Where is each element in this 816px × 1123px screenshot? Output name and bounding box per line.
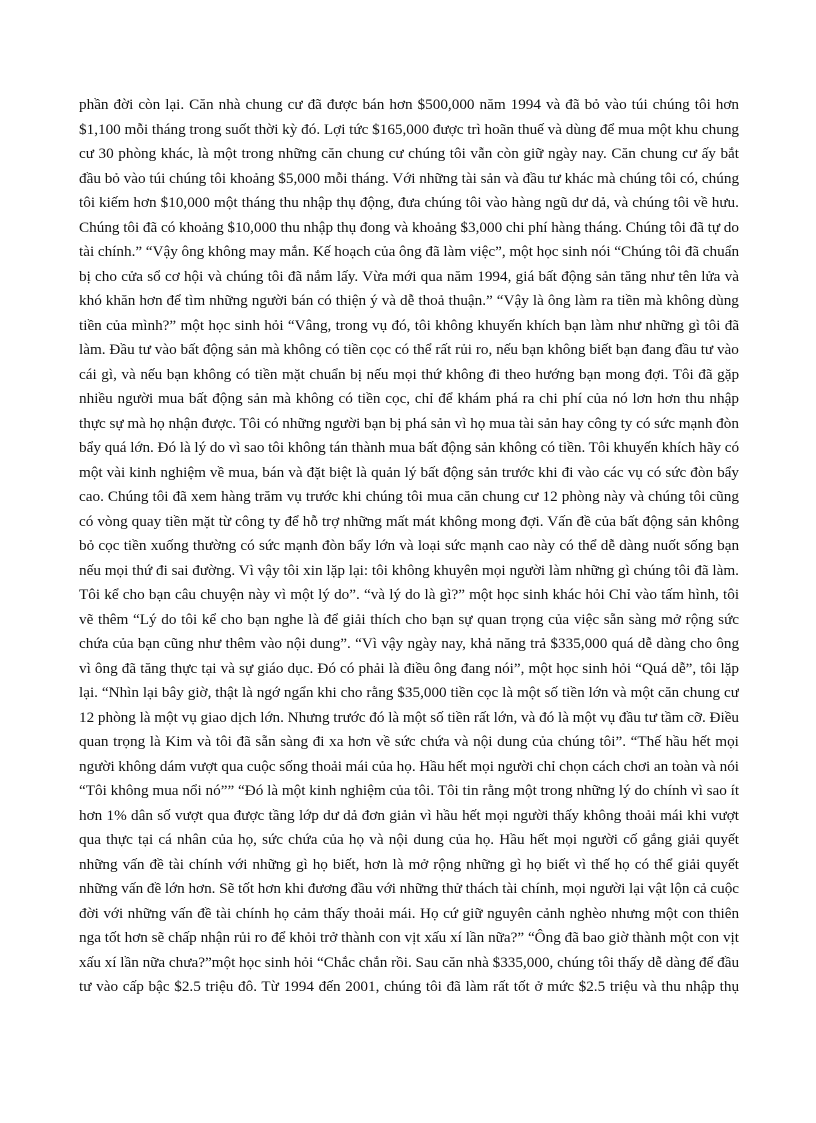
text-line: một vài kinh nghiệm về mua, bán và đặt biệt là quản lý bất động sản trước khi đi vào các vụ có sức đòn bẩy	[79, 463, 739, 481]
text-line: hơn 1% dân số vượt qua được tầng lớp dư dả đơn giản vì hầu hết mọi người thấy không thoải mái khi vượt	[79, 806, 739, 824]
text-line: qua thực tại cá nhân của họ, sức chứa của họ và nội dung của họ. Hầu hết mọi người cố gắng giải quyết	[79, 831, 739, 848]
text-line: thực sự mà họ nhận được. Tôi có những người bạn bị phá sản vì họ mua tài sản hay công ty có sức mạnh đòn	[79, 414, 739, 432]
text-line: cái gì, và nếu bạn không có tiền mặt chuẩn bị nếu mọi thứ không đi theo hướng bạn mong đợi. Tôi đã gặp	[79, 365, 739, 383]
text-line: làm. Đầu tư vào bất động sản mà không có tiền cọc có thể rất rủi ro, nếu bạn không biết bạn đang đầu tư vào	[79, 341, 739, 358]
text-line: tư vào cấp bậc $2.5 triệu đô. Từ 1994 đến 2001, chúng tôi đã làm rất tốt ở mức $2.5 triệu và thu nhập thụ	[79, 978, 739, 995]
text-line: Chúng tôi đã có khoảng $10,000 thu nhập thụ đong và khoảng $3,000 chi phí hàng tháng. Chúng tôi đã tự do	[79, 218, 739, 236]
text-line: $1,100 mỗi tháng trong suốt thời kỳ đó. Lợi tức $165,000 được trì hoãn thuế và dùng để mua một khu chung	[79, 120, 739, 138]
text-line: những vấn đề tài chính với những gì họ biết, hơn là mở rộng những gì họ biết vì thế họ có thể giải quyết	[79, 855, 739, 873]
text-line: khó khăn hơn để tìm những người bán có thiện ý và dễ thoả thuận.” “Vậy là ông làm ra tiền mà không dùng	[79, 292, 739, 309]
body-text	[79, 93, 739, 1000]
text-line: đầu bỏ vào túi chúng tôi khoảng $5,000 mỗi tháng. Với những tài sản và đầu tư khác mà chúng tôi có, chúng	[79, 169, 739, 187]
text-line: 12 phòng là một vụ giao dịch lớn. Nhưng trước đó là một số tiền rất lớn, và đó là một vụ đầu tư tầm cỡ. Điều	[79, 708, 739, 726]
text-line: tài chính.” “Vậy ông không may mắn. Kế hoạch của ông đã làm việc”, một học sinh nói “Chúng tôi đã chuẩn	[79, 243, 739, 260]
text-line: “Tôi không mua nổi nó”” “Đó là một kinh nghiệm của tôi. Tôi tin rằng một trong những lý do chính vì sao ít	[79, 782, 739, 799]
text-line: nếu mọi thứ đi sai đường. Vì vậy tôi xin lặp lại: tôi không khuyên mọi người làm những gì chúng tôi đã làm.	[79, 561, 739, 579]
text-line: cư 30 phòng khác, là một trong những căn chung cư chúng tôi vẫn còn giữ ngày nay. Căn chung cư ấy bắt	[79, 145, 739, 162]
text-line: quan trọng là Kim và tôi đã sẵn sàng đi xa hơn về sức chứa và nội dung của chúng tôi”. “Thế hầu hết mọi	[79, 733, 739, 750]
text-line: lại. “Nhìn lại bây giờ, thật là ngớ ngẩn khi cho rằng $35,000 tiền cọc là một số tiền lớn và một căn chung cư	[79, 684, 739, 701]
text-line: bị cho cửa sổ cơ hội và chúng tôi đã nắm lấy. Vừa mới qua năm 1994, giá bất động sản tăng như tên lửa và	[79, 267, 739, 285]
text-line: cao. Chúng tôi đã xem hàng trăm vụ trước khi chúng tôi mua căn chung cư 12 phòng này và chúng tôi cũng	[79, 488, 739, 505]
text-line: người không dám vượt qua cuộc sống thoải mái của họ. Hầu hết mọi người chỉ chọn cách chơi an toàn và nói	[79, 757, 739, 775]
text-line: nhiều người mua bất động sản mà không có tiền cọc, chỉ để khám phá ra chi phí của nó lơn hơn thu nhập	[79, 390, 739, 407]
text-line: vẽ thêm “Lý do tôi kể cho bạn nghe là để giải thích cho bạn sự quan trọng của việc sẵn sàng mở rộng sức	[79, 610, 739, 628]
text-line: vì ông đã tăng thực tại và sự giáo dục. Đó có phải là điều ông đang nói”, một học sinh hỏi “Quá dễ”, tôi lặp	[79, 659, 739, 677]
text-line: có vòng quay tiền mặt từ công ty để hỗ trợ những mất mát không mong đợi. Vấn đề của bất động sản không	[79, 512, 739, 530]
text-line: chứa của bạn cũng như thêm vào nội dung”. “Vì vậy ngày nay, khả năng trả $335,000 quá dễ dàng cho ông	[79, 635, 739, 652]
text-line: tiền của mình?” một học sinh hỏi “Vâng, trong vụ đó, tôi không khuyến khích bạn làm như những gì tôi đã	[79, 316, 739, 334]
text-line: những vấn đề lớn hơn. Sẽ tốt hơn khi đương đầu với những thử thách tài chính, mọi người lại vật lộn cả cuộc	[79, 880, 739, 897]
text-line: phần đời còn lại. Căn nhà chung cư đã được bán hơn $500,000 năm 1994 và đã bỏ vào túi chúng tôi hơn	[79, 96, 739, 113]
text-line: đời với những vấn đề tài chính họ cảm thấy thoải mái. Họ cứ giữ nguyên cảnh nghèo nhưng một con thiên	[79, 904, 739, 922]
text-line: Tôi kể cho bạn câu chuyện này vì một lý do”. “và lý do là gì?” một học sinh khác hỏi Chỉ vào tấm hình, tôi	[79, 586, 739, 603]
text-line: bỏ cọc tiền xuống thường có sức mạnh đòn bẩy lớn và loại sức mạnh cao này có thể dễ dàng nuốt sống bạn	[79, 537, 739, 554]
text-line: bẩy quá lớn. Đó là lý do vì sao tôi không tán thành mua bất động sản không có tiền. Tôi khuyến khích hãy có	[79, 439, 739, 456]
text-line: nga tốt hơn sẽ chấp nhận rủi ro để khỏi trở thành con vịt xấu xí lần nữa?” “Ông đã bao giờ thành một con vịt	[79, 929, 739, 946]
text-line: xấu xí lần nữa chưa?”một học sinh hỏi “Chắc chắn rồi. Sau căn nhà $335,000, chúng tôi thấy dễ dàng để đầu	[79, 953, 739, 971]
text-line: tôi kiếm hơn $10,000 một tháng thu nhập thụ động, đưa chúng tôi vào hàng ngũ dư dả, và chúng tôi về hưu.	[79, 194, 739, 211]
